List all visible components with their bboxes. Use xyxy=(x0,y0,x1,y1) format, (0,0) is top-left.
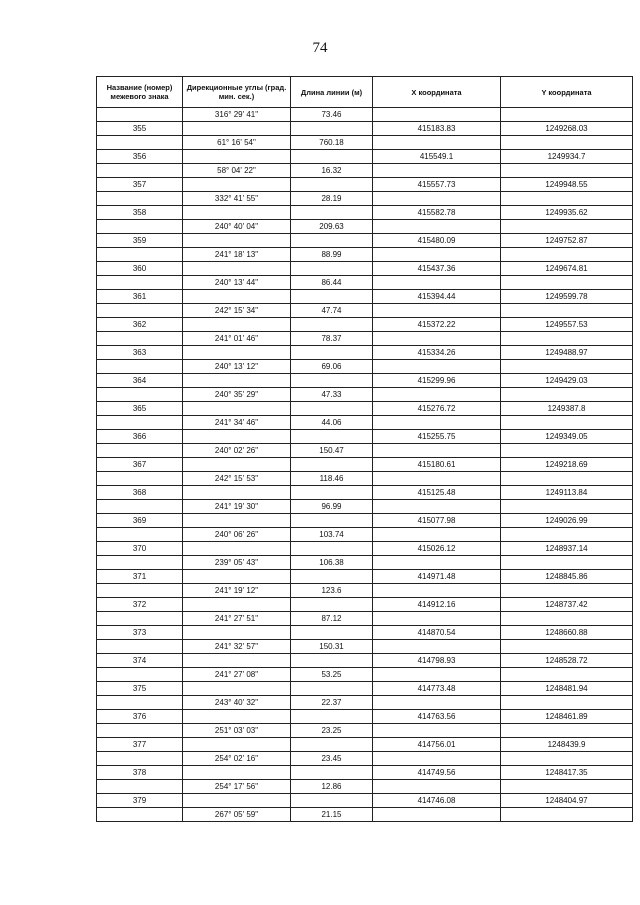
angle-value: 240° 40' 04" xyxy=(183,219,290,233)
angle-value: 240° 02' 26" xyxy=(183,443,290,457)
blank-cell xyxy=(501,108,632,121)
blank-cell xyxy=(501,471,632,485)
blank-cell xyxy=(501,331,632,345)
blank-cell xyxy=(183,541,290,555)
point-name: 379 xyxy=(97,793,182,807)
length-value: 23.45 xyxy=(291,751,372,765)
blank-cell xyxy=(501,779,632,793)
blank-cell xyxy=(373,471,500,485)
angle-value: 241° 19' 30" xyxy=(183,499,290,513)
x-value: 414912.16 xyxy=(373,597,500,611)
blank-cell xyxy=(183,737,290,751)
blank-cell xyxy=(97,779,182,793)
blank-cell xyxy=(501,639,632,653)
point-name: 376 xyxy=(97,709,182,723)
blank-cell xyxy=(183,177,290,191)
page-number: 74 xyxy=(312,40,328,56)
x-value: 415582.78 xyxy=(373,205,500,219)
blank-cell xyxy=(291,261,372,275)
blank-cell xyxy=(373,639,500,653)
blank-cell xyxy=(501,191,632,205)
x-value: 415125.48 xyxy=(373,485,500,499)
table-header-row xyxy=(97,77,633,108)
x-value: 415183.83 xyxy=(373,121,500,135)
blank-cell xyxy=(97,247,182,261)
blank-cell xyxy=(291,205,372,219)
blank-cell xyxy=(183,485,290,499)
blank-cell xyxy=(291,289,372,303)
angle-value: 241° 19' 12" xyxy=(183,583,290,597)
x-value: 415549.1 xyxy=(373,149,500,163)
blank-cell xyxy=(183,765,290,779)
blank-cell xyxy=(97,611,182,625)
angles-column xyxy=(183,108,291,822)
point-name: 375 xyxy=(97,681,182,695)
blank-cell xyxy=(291,401,372,415)
blank-cell xyxy=(501,219,632,233)
y-value: 1249948.55 xyxy=(501,177,632,191)
length-value: 760.18 xyxy=(291,135,372,149)
blank-cell xyxy=(501,275,632,289)
blank-cell xyxy=(373,583,500,597)
blank-cell xyxy=(291,513,372,527)
y-column xyxy=(501,108,633,822)
angle-value: 316° 29' 41" xyxy=(214,110,259,119)
blank-cell xyxy=(97,807,182,821)
y-value: 1249752.87 xyxy=(501,233,632,247)
blank-cell xyxy=(183,513,290,527)
y-value: 1249674.81 xyxy=(501,261,632,275)
angle-value: 241° 18' 13" xyxy=(183,247,290,261)
angle-value: 240° 13' 44" xyxy=(183,275,290,289)
blank-cell xyxy=(291,121,372,135)
x-value: 414746.08 xyxy=(373,793,500,807)
length-value: 118.46 xyxy=(291,471,372,485)
blank-cell xyxy=(183,653,290,667)
y-value: 1249429.03 xyxy=(501,373,632,387)
blank-cell xyxy=(291,345,372,359)
point-name: 361 xyxy=(97,289,182,303)
blank-cell xyxy=(501,807,632,821)
point-names-column xyxy=(97,108,183,822)
blank-cell xyxy=(97,527,182,541)
x-value: 415480.09 xyxy=(373,233,500,247)
point-name: 356 xyxy=(97,149,182,163)
y-value: 1249026.99 xyxy=(501,513,632,527)
x-value: 415180.61 xyxy=(373,457,500,471)
length-value: 106.38 xyxy=(291,555,372,569)
length-value: 73.46 xyxy=(321,110,342,119)
blank-cell xyxy=(97,555,182,569)
angle-value: 243° 40' 32" xyxy=(183,695,290,709)
blank-cell xyxy=(373,499,500,513)
point-name: 360 xyxy=(97,261,182,275)
table-body xyxy=(97,108,633,822)
point-name: 359 xyxy=(97,233,182,247)
blank-cell xyxy=(183,597,290,611)
point-name: 363 xyxy=(97,345,182,359)
x-value: 415437.36 xyxy=(373,261,500,275)
blank-cell xyxy=(291,373,372,387)
y-value: 1249934.7 xyxy=(501,149,632,163)
point-name: 373 xyxy=(97,625,182,639)
x-value: 415372.22 xyxy=(373,317,500,331)
length-value: 86.44 xyxy=(291,275,372,289)
point-name: 357 xyxy=(97,177,182,191)
blank-cell xyxy=(501,611,632,625)
length-value: 28.19 xyxy=(291,191,372,205)
blank-cell xyxy=(373,275,500,289)
blank-cell xyxy=(97,219,182,233)
y-value: 1249387.8 xyxy=(501,401,632,415)
angle-value: 58° 04' 22" xyxy=(183,163,290,177)
x-value: 414798.93 xyxy=(373,653,500,667)
blank-cell xyxy=(183,709,290,723)
length-value: 47.74 xyxy=(291,303,372,317)
blank-cell xyxy=(501,499,632,513)
length-value: 78.37 xyxy=(291,331,372,345)
header-x: X координата xyxy=(373,77,501,108)
blank-cell xyxy=(373,387,500,401)
blank-cell xyxy=(183,681,290,695)
length-value: 103.74 xyxy=(291,527,372,541)
blank-cell xyxy=(373,723,500,737)
angle-value: 61° 16' 54" xyxy=(183,135,290,149)
angle-value: 242° 15' 53" xyxy=(183,471,290,485)
blank-cell xyxy=(373,219,500,233)
blank-cell xyxy=(373,555,500,569)
blank-cell xyxy=(183,345,290,359)
y-value: 1248660.88 xyxy=(501,625,632,639)
x-value: 414773.48 xyxy=(373,681,500,695)
angle-value: 240° 13' 12" xyxy=(183,359,290,373)
blank-cell xyxy=(291,457,372,471)
y-value: 1248937.14 xyxy=(501,541,632,555)
blank-cell xyxy=(291,177,372,191)
blank-cell xyxy=(373,415,500,429)
point-name: 377 xyxy=(97,737,182,751)
lengths-column xyxy=(291,108,373,822)
blank-cell xyxy=(97,667,182,681)
blank-cell xyxy=(501,163,632,177)
y-value: 1249599.78 xyxy=(501,289,632,303)
x-value: 415394.44 xyxy=(373,289,500,303)
blank-cell xyxy=(97,583,182,597)
blank-cell xyxy=(501,667,632,681)
blank-cell xyxy=(373,695,500,709)
blank-cell xyxy=(291,429,372,443)
blank-cell xyxy=(183,121,290,135)
point-name: 355 xyxy=(97,121,182,135)
blank-cell xyxy=(97,108,182,121)
blank-cell xyxy=(373,331,500,345)
blank-cell xyxy=(501,555,632,569)
x-value: 415557.73 xyxy=(373,177,500,191)
y-value: 1249488.97 xyxy=(501,345,632,359)
blank-cell xyxy=(291,149,372,163)
angle-value: 241° 01' 46" xyxy=(183,331,290,345)
angle-value: 332° 41' 55" xyxy=(183,191,290,205)
blank-cell xyxy=(183,793,290,807)
blank-cell xyxy=(501,359,632,373)
blank-cell xyxy=(97,303,182,317)
angle-value: 241° 32' 57" xyxy=(183,639,290,653)
blank-cell xyxy=(501,415,632,429)
blank-cell xyxy=(501,723,632,737)
length-value: 53.25 xyxy=(291,667,372,681)
blank-cell xyxy=(183,149,290,163)
blank-cell xyxy=(97,359,182,373)
blank-cell xyxy=(373,108,500,121)
blank-cell xyxy=(97,723,182,737)
y-value: 1248461.89 xyxy=(501,709,632,723)
x-value: 415334.26 xyxy=(373,345,500,359)
blank-cell xyxy=(501,695,632,709)
length-value: 123.6 xyxy=(291,583,372,597)
point-name: 371 xyxy=(97,569,182,583)
length-value: 96.99 xyxy=(291,499,372,513)
length-value: 22.37 xyxy=(291,695,372,709)
y-value: 1248845.86 xyxy=(501,569,632,583)
length-value: 88.99 xyxy=(291,247,372,261)
blank-cell xyxy=(373,359,500,373)
blank-cell xyxy=(501,751,632,765)
point-name: 370 xyxy=(97,541,182,555)
blank-cell xyxy=(373,163,500,177)
blank-cell xyxy=(291,233,372,247)
blank-cell xyxy=(183,625,290,639)
blank-cell xyxy=(183,289,290,303)
point-name: 366 xyxy=(97,429,182,443)
blank-cell xyxy=(183,373,290,387)
blank-cell xyxy=(97,471,182,485)
blank-cell xyxy=(291,541,372,555)
length-value: 16.32 xyxy=(291,163,372,177)
x-value: 414870.54 xyxy=(373,625,500,639)
angle-value: 254° 02' 16" xyxy=(183,751,290,765)
x-value: 415299.96 xyxy=(373,373,500,387)
y-value: 1248737.42 xyxy=(501,597,632,611)
blank-cell xyxy=(291,569,372,583)
blank-cell xyxy=(373,135,500,149)
blank-cell xyxy=(183,401,290,415)
y-value: 1249935.62 xyxy=(501,205,632,219)
x-value: 414763.56 xyxy=(373,709,500,723)
length-value: 47.33 xyxy=(291,387,372,401)
length-value: 69.06 xyxy=(291,359,372,373)
boundary-coordinates-table xyxy=(96,76,633,822)
blank-cell xyxy=(97,191,182,205)
blank-cell xyxy=(501,387,632,401)
blank-cell xyxy=(97,331,182,345)
y-value: 1248417.35 xyxy=(501,765,632,779)
blank-cell xyxy=(373,611,500,625)
blank-cell xyxy=(373,247,500,261)
blank-cell xyxy=(373,527,500,541)
blank-cell xyxy=(373,303,500,317)
blank-cell xyxy=(97,443,182,457)
point-name: 378 xyxy=(97,765,182,779)
blank-cell xyxy=(291,597,372,611)
table-row xyxy=(97,108,633,822)
blank-cell xyxy=(183,457,290,471)
x-value: 414749.56 xyxy=(373,765,500,779)
blank-cell xyxy=(291,653,372,667)
blank-cell xyxy=(183,429,290,443)
angle-value: 251° 03' 03" xyxy=(183,723,290,737)
angle-value: 240° 06' 26" xyxy=(183,527,290,541)
angle-value: 242° 15' 34" xyxy=(183,303,290,317)
y-value: 1248481.94 xyxy=(501,681,632,695)
blank-cell xyxy=(183,569,290,583)
blank-cell xyxy=(373,667,500,681)
point-name: 374 xyxy=(97,653,182,667)
point-name: 372 xyxy=(97,597,182,611)
blank-cell xyxy=(501,303,632,317)
blank-cell xyxy=(183,261,290,275)
header-angle: Дирекционные углы (град. мин. сек.) xyxy=(183,77,291,108)
length-value: 21.15 xyxy=(291,807,372,821)
blank-cell xyxy=(183,317,290,331)
blank-cell xyxy=(97,163,182,177)
header-y: Y координата xyxy=(501,77,633,108)
y-value: 1249557.53 xyxy=(501,317,632,331)
x-value: 415276.72 xyxy=(373,401,500,415)
length-value: 44.06 xyxy=(291,415,372,429)
blank-cell xyxy=(97,751,182,765)
blank-cell xyxy=(291,793,372,807)
blank-cell xyxy=(291,625,372,639)
point-name: 362 xyxy=(97,317,182,331)
point-name: 369 xyxy=(97,513,182,527)
point-name: 367 xyxy=(97,457,182,471)
point-name: 358 xyxy=(97,205,182,219)
blank-cell xyxy=(97,695,182,709)
length-value: 23.25 xyxy=(291,723,372,737)
angle-value: 241° 27' 51" xyxy=(183,611,290,625)
point-name: 365 xyxy=(97,401,182,415)
blank-cell xyxy=(97,387,182,401)
angle-value: 239° 05' 43" xyxy=(183,555,290,569)
x-value: 415255.75 xyxy=(373,429,500,443)
blank-cell xyxy=(373,191,500,205)
blank-cell xyxy=(501,135,632,149)
length-value: 87.12 xyxy=(291,611,372,625)
angle-value: 241° 34' 46" xyxy=(183,415,290,429)
angle-value: 254° 17' 56" xyxy=(183,779,290,793)
blank-cell xyxy=(291,485,372,499)
y-value: 1249268.03 xyxy=(501,121,632,135)
blank-cell xyxy=(373,443,500,457)
blank-cell xyxy=(501,443,632,457)
x-column xyxy=(373,108,501,822)
header-name: Название (номер) межевого знака xyxy=(97,77,183,108)
angle-value: 267° 05' 59" xyxy=(183,807,290,821)
blank-cell xyxy=(183,233,290,247)
blank-cell xyxy=(97,415,182,429)
blank-cell xyxy=(501,583,632,597)
y-value: 1248439.9 xyxy=(501,737,632,751)
blank-cell xyxy=(291,681,372,695)
length-value: 150.31 xyxy=(291,639,372,653)
blank-cell xyxy=(291,709,372,723)
blank-cell xyxy=(97,275,182,289)
point-name: 368 xyxy=(97,485,182,499)
blank-cell xyxy=(291,765,372,779)
length-value: 150.47 xyxy=(291,443,372,457)
blank-cell xyxy=(373,751,500,765)
blank-cell xyxy=(183,205,290,219)
blank-cell xyxy=(97,135,182,149)
x-value: 414971.48 xyxy=(373,569,500,583)
header-length: Длина линии (м) xyxy=(291,77,373,108)
point-name: 364 xyxy=(97,373,182,387)
y-value: 1249349.05 xyxy=(501,429,632,443)
blank-cell xyxy=(501,527,632,541)
blank-cell xyxy=(291,317,372,331)
y-value: 1249113.84 xyxy=(501,485,632,499)
angle-value: 240° 35' 29" xyxy=(183,387,290,401)
x-value: 415026.12 xyxy=(373,541,500,555)
blank-cell xyxy=(501,247,632,261)
x-value: 414756.01 xyxy=(373,737,500,751)
length-value: 209.63 xyxy=(291,219,372,233)
blank-cell xyxy=(373,807,500,821)
angle-value: 241° 27' 08" xyxy=(183,667,290,681)
x-value: 415077.98 xyxy=(373,513,500,527)
y-value: 1248528.72 xyxy=(501,653,632,667)
y-value: 1249218.69 xyxy=(501,457,632,471)
length-value: 12.86 xyxy=(291,779,372,793)
blank-cell xyxy=(291,737,372,751)
blank-cell xyxy=(97,499,182,513)
blank-cell xyxy=(373,779,500,793)
y-value: 1248404.97 xyxy=(501,793,632,807)
blank-cell xyxy=(97,639,182,653)
